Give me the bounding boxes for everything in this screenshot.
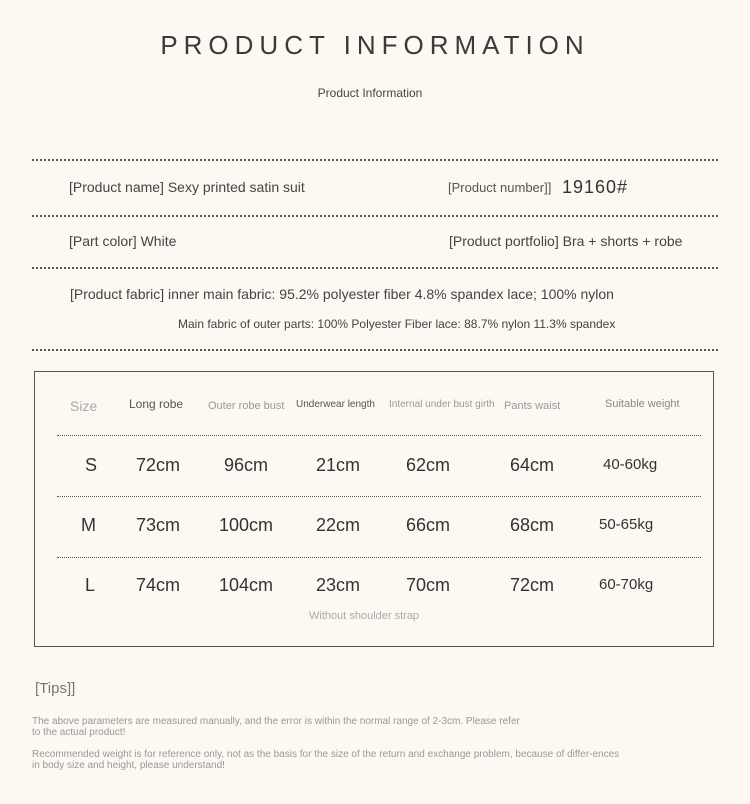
size-m: M xyxy=(81,515,96,535)
cell: 23cm xyxy=(316,575,361,595)
tips-heading: [Tips]] xyxy=(35,680,76,697)
header-under-bust-girth: Internal under bust girth xyxy=(389,399,495,410)
product-number-value: 19160# xyxy=(562,177,629,197)
header-size: Size xyxy=(70,398,98,414)
cell: 104cm xyxy=(219,575,274,595)
divider xyxy=(32,159,718,161)
cell: 21cm xyxy=(316,455,361,475)
cell: 70cm xyxy=(406,575,451,595)
header-pants-waist: Pants waist xyxy=(504,400,561,412)
row-divider xyxy=(57,496,701,497)
header-long-robe: Long robe xyxy=(129,397,184,411)
cell: 64cm xyxy=(510,455,555,475)
cell: 40-60kg xyxy=(603,456,658,473)
header-outer-robe-bust: Outer robe bust xyxy=(208,400,285,412)
product-portfolio: [Product portfolio] Bra + shorts + robe xyxy=(449,233,683,249)
row-divider xyxy=(57,557,701,558)
product-fabric-outer: Main fabric of outer parts: 100% Polyester Fiber lace: 88.7% nylon 11.3% spandex xyxy=(178,317,616,331)
cell: 62cm xyxy=(406,455,451,475)
tips-line-1: The above parameters are measured manually, and the error is within the normal range of 2-3cm. Please refer to the actual product! xyxy=(32,716,520,738)
header-underwear-length: Underwear length xyxy=(296,399,375,410)
cell: 66cm xyxy=(406,515,451,535)
size-s: S xyxy=(85,455,98,475)
cell: 73cm xyxy=(136,515,181,535)
size-table xyxy=(34,371,714,647)
cell: 22cm xyxy=(316,515,361,535)
cell: 100cm xyxy=(219,515,274,535)
divider xyxy=(32,349,718,351)
size-l: L xyxy=(85,575,96,595)
cell: 72cm xyxy=(136,455,181,475)
cell: 60-70kg xyxy=(599,576,654,593)
page-subtitle: Product Information xyxy=(317,86,423,100)
cell: 96cm xyxy=(224,455,269,475)
row-divider xyxy=(57,435,701,436)
product-number-label: [Product number]] xyxy=(448,180,552,195)
part-color: [Part color] White xyxy=(69,233,177,249)
table-note: Without shoulder strap xyxy=(309,610,420,622)
cell: 50-65kg xyxy=(599,516,654,533)
cell: 72cm xyxy=(510,575,555,595)
product-name: [Product name] Sexy printed satin suit xyxy=(69,179,305,195)
product-fabric: [Product fabric] inner main fabric: 95.2% polyester fiber 4.8% spandex lace; 100% nylon xyxy=(70,286,614,302)
tips-line-2: Recommended weight is for reference only, not as the basis for the size of the return and exchange problem, because of differ-ences in body size and height, please understand! xyxy=(32,749,620,771)
divider xyxy=(32,267,718,269)
divider xyxy=(32,215,718,217)
cell: 74cm xyxy=(136,575,181,595)
page-title: PRODUCT INFORMATION xyxy=(160,30,590,60)
header-suitable-weight: Suitable weight xyxy=(605,398,680,410)
cell: 68cm xyxy=(510,515,555,535)
